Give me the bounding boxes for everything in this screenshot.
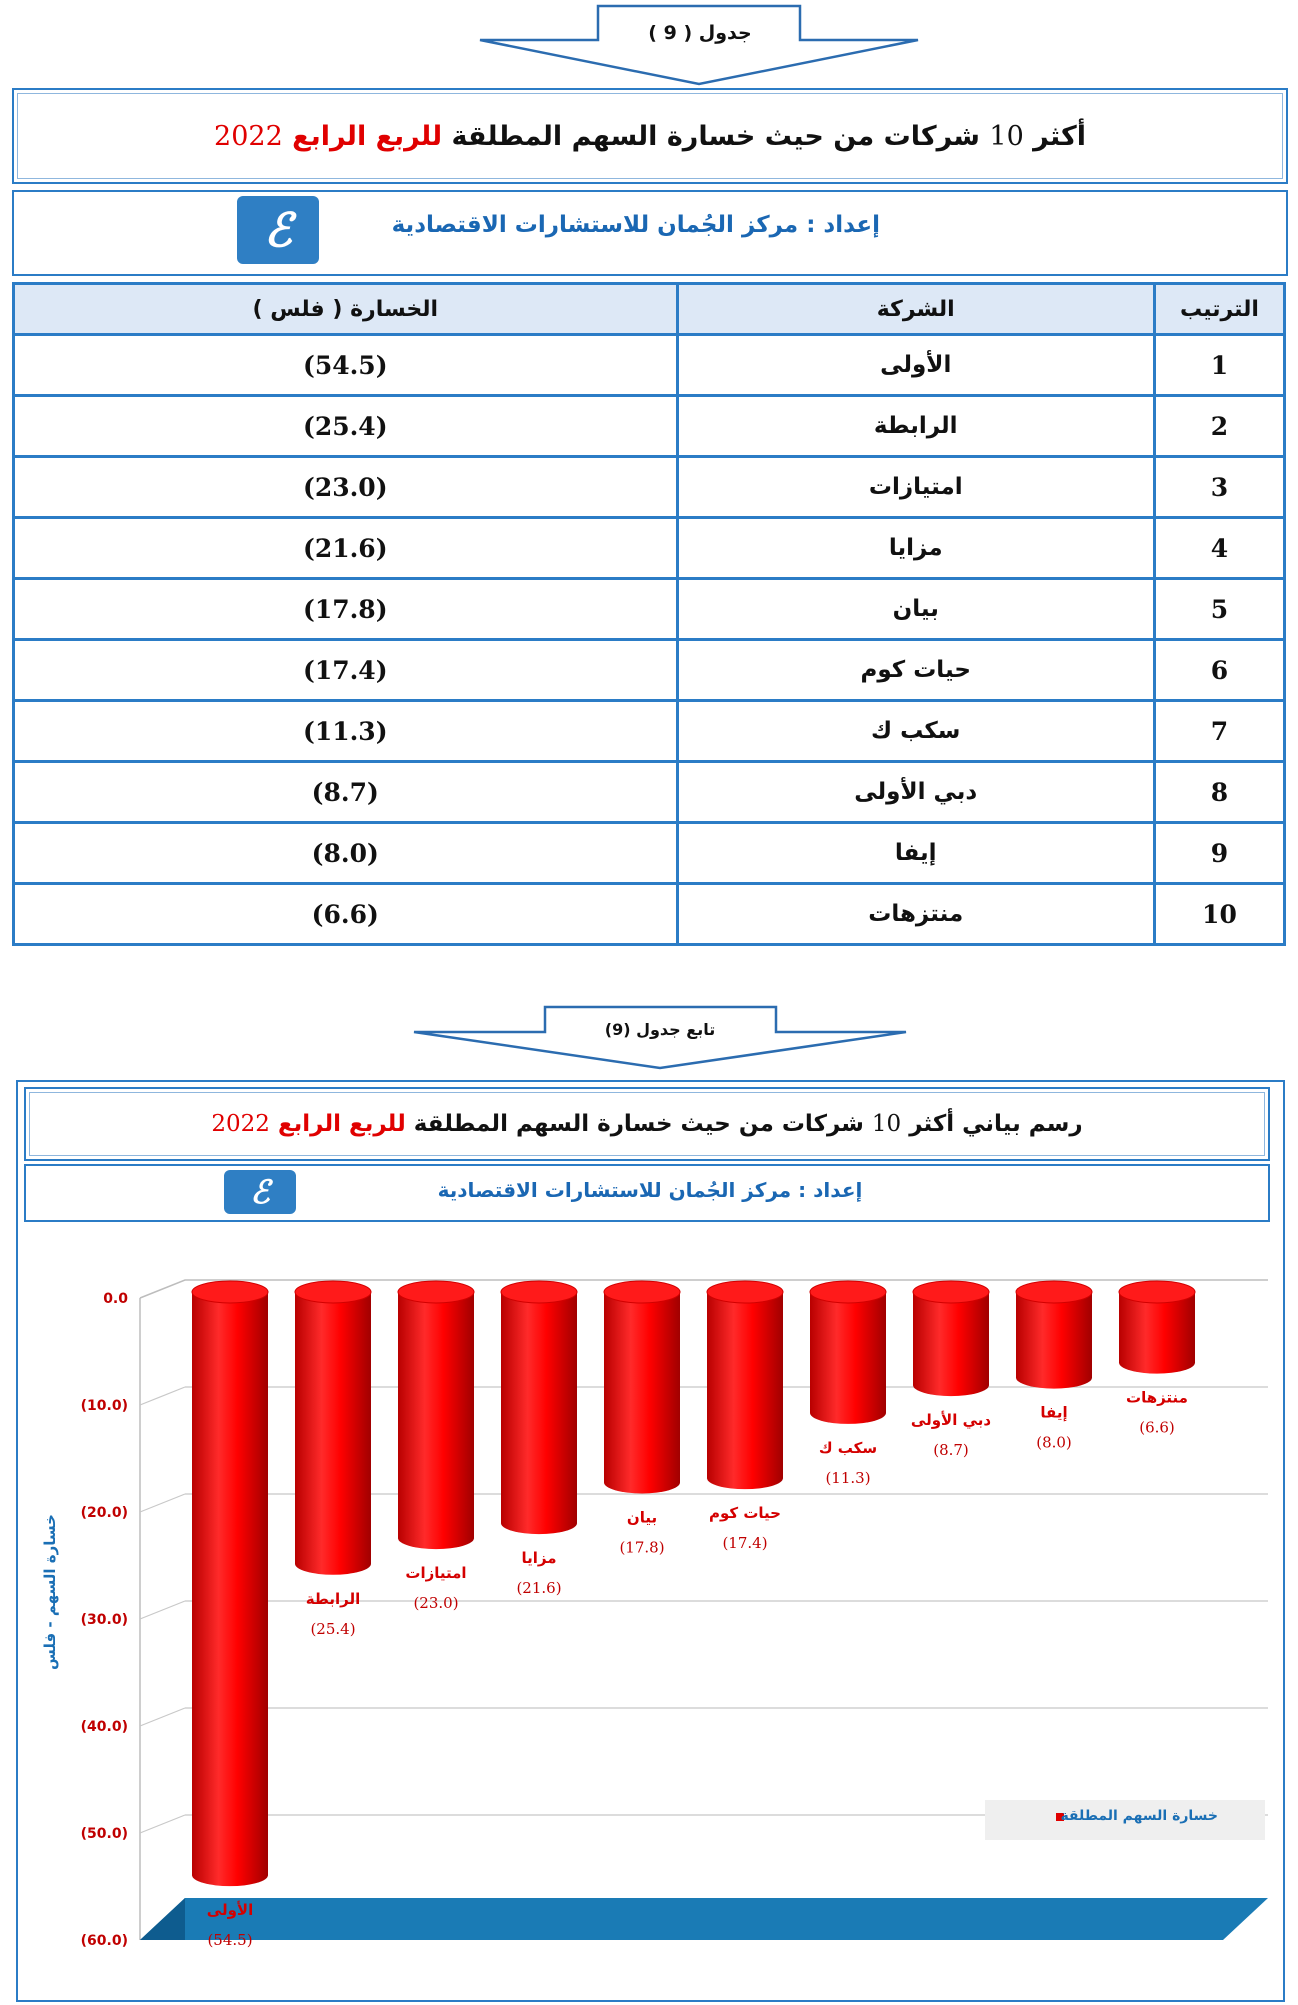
gridline-side — [140, 1494, 185, 1512]
rank-cell: 1 — [1156, 336, 1283, 394]
bar-bottom — [295, 1553, 371, 1575]
y-axis-title: خسارة السهم - فلس — [41, 1514, 59, 1670]
bar-bottom — [1016, 1367, 1092, 1389]
bar-bottom — [913, 1374, 989, 1396]
rank-cell: 10 — [1156, 885, 1283, 943]
chart-title-main: شركات من حيث خسارة السهم المطلقة — [413, 1111, 864, 1137]
category-label: حيات كوم — [709, 1504, 781, 1523]
company-cell: بيان — [679, 580, 1153, 638]
category-label: الأولى — [206, 1901, 254, 1920]
category-label: إيفا — [1040, 1403, 1068, 1422]
table-number-label: جدول ( 9 ) — [648, 22, 752, 44]
bar-top — [501, 1281, 577, 1303]
category-label: مزايا — [521, 1549, 557, 1568]
title-prefix: أكثر — [1033, 120, 1086, 152]
y-tick-label: (50.0) — [80, 1826, 128, 1842]
title-quarter: للربع الرابع — [292, 120, 443, 152]
value-label: (25.4) — [310, 1619, 356, 1638]
value-label: (17.4) — [722, 1534, 768, 1553]
bar-bottom — [810, 1402, 886, 1424]
loss-cell: (17.8) — [15, 580, 676, 638]
prepared-label: إعداد — [823, 212, 880, 238]
bar — [604, 1281, 680, 1493]
category-label: منتزهات — [1126, 1388, 1188, 1407]
loss-cell: (11.3) — [15, 702, 676, 760]
loss-cell: (54.5) — [15, 336, 676, 394]
y-tick-label: 0.0 — [103, 1291, 128, 1307]
title-main: شركات من حيث خسارة السهم المطلقة — [451, 120, 980, 152]
y-tick-label: (30.0) — [80, 1612, 128, 1628]
category-label: بيان — [626, 1508, 658, 1527]
rank-cell: 9 — [1156, 824, 1283, 882]
prepared-separator: : — [806, 212, 816, 238]
y-tick-label: (10.0) — [80, 1398, 128, 1414]
loss-cell: (6.6) — [15, 885, 676, 943]
bar-body — [1016, 1292, 1092, 1378]
rank-cell: 8 — [1156, 763, 1283, 821]
value-label: (8.7) — [933, 1441, 969, 1460]
bar-top — [295, 1281, 371, 1303]
bar-top — [1016, 1281, 1092, 1303]
prepared-by-name: مركز الجُمان للاستشارات الاقتصادية — [391, 212, 799, 238]
rank-cell: 7 — [1156, 702, 1283, 760]
bar-body — [295, 1292, 371, 1564]
chart-prepared-by-name: مركز الجُمان للاستشارات الاقتصادية — [437, 1178, 792, 1202]
y-tick-label: (20.0) — [80, 1505, 128, 1521]
rank-cell: 4 — [1156, 519, 1283, 577]
chart-title-quarter: للربع الرابع — [277, 1111, 406, 1137]
bar — [707, 1281, 783, 1489]
header-company: الشركة — [679, 285, 1153, 333]
bar — [1016, 1281, 1092, 1389]
loss-cell: (21.6) — [15, 519, 676, 577]
chart-prepared-label: إعداد — [813, 1178, 863, 1202]
bar — [810, 1281, 886, 1424]
category-label: دبي الأولى — [910, 1411, 992, 1430]
bar-body — [810, 1292, 886, 1413]
value-label: (6.6) — [1139, 1418, 1175, 1437]
company-cell: دبي الأولى — [679, 763, 1153, 821]
bar-body — [604, 1292, 680, 1482]
bar-bottom — [501, 1512, 577, 1534]
category-label: امتيازات — [405, 1564, 467, 1583]
y-tick-label: (60.0) — [80, 1933, 128, 1949]
bar-body — [707, 1292, 783, 1478]
value-label: (8.0) — [1036, 1433, 1072, 1452]
bars-layer — [192, 1281, 1195, 1886]
company-cell: إيفا — [679, 824, 1153, 882]
bar-top — [707, 1281, 783, 1303]
value-label: (54.5) — [207, 1931, 253, 1950]
loss-cell: (8.0) — [15, 824, 676, 882]
gridline-side — [140, 1601, 185, 1619]
bar-bottom — [707, 1467, 783, 1489]
bar-bottom — [192, 1864, 268, 1886]
company-cell: حيات كوم — [679, 641, 1153, 699]
bar — [501, 1281, 577, 1534]
y-tick-label: (40.0) — [80, 1719, 128, 1735]
company-cell: مزايا — [679, 519, 1153, 577]
bar — [1119, 1281, 1195, 1374]
rank-cell: 6 — [1156, 641, 1283, 699]
value-label: (21.6) — [516, 1579, 562, 1598]
bar — [295, 1281, 371, 1575]
bar-body — [501, 1292, 577, 1523]
bar — [913, 1281, 989, 1396]
loss-cell: (17.4) — [15, 641, 676, 699]
company-cell: امتيازات — [679, 458, 1153, 516]
company-cell: سكب ك — [679, 702, 1153, 760]
chart-floor — [140, 1898, 1268, 1940]
chart-aljuman-logo-icon: ℰ — [224, 1170, 296, 1214]
bar-top — [192, 1281, 268, 1303]
header-loss: الخسارة ( فلس ) — [15, 285, 676, 333]
axis-layer — [81, 1291, 129, 1949]
chart-title-prefix: رسم بياني أكثر — [909, 1111, 1083, 1137]
bar-body — [398, 1292, 474, 1538]
category-label: الرابطة — [305, 1589, 361, 1608]
bar-bottom — [398, 1527, 474, 1549]
chart-prepared-separator: : — [798, 1178, 807, 1202]
company-cell: الأولى — [679, 336, 1153, 394]
legend-label: خسارة السهم المطلقة — [1060, 1808, 1218, 1824]
continued-table-label: تابع جدول (9) — [604, 1020, 716, 1039]
loss-cell: (23.0) — [15, 458, 676, 516]
title-year: 2022 — [214, 120, 283, 152]
bar-top — [810, 1281, 886, 1303]
bar — [398, 1281, 474, 1549]
header-rank: الترتيب — [1156, 285, 1283, 333]
gridline-side — [140, 1815, 185, 1833]
category-label: سكب ك — [818, 1438, 878, 1457]
value-label: (11.3) — [825, 1468, 871, 1487]
aljuman-logo-icon: ℰ — [237, 196, 319, 264]
loss-cell: (8.7) — [15, 763, 676, 821]
bar-body — [913, 1292, 989, 1385]
rank-cell: 2 — [1156, 397, 1283, 455]
bar-top — [913, 1281, 989, 1303]
title-number: 10 — [989, 120, 1024, 152]
company-cell: منتزهات — [679, 885, 1153, 943]
value-label: (23.0) — [413, 1594, 459, 1613]
rank-cell: 3 — [1156, 458, 1283, 516]
chart-floor-edge — [140, 1898, 185, 1940]
gridline-side — [140, 1387, 185, 1405]
chart-title-year: 2022 — [211, 1111, 270, 1137]
bar-bottom — [604, 1471, 680, 1493]
bar-top — [1119, 1281, 1195, 1303]
rank-cell: 5 — [1156, 580, 1283, 638]
company-cell: الرابطة — [679, 397, 1153, 455]
loss-cell: (25.4) — [15, 397, 676, 455]
gridline-side — [140, 1708, 185, 1726]
bar — [192, 1281, 268, 1886]
floor-layer — [140, 1898, 1268, 1940]
bar-top — [398, 1281, 474, 1303]
bar-body — [192, 1292, 268, 1875]
value-label: (17.8) — [619, 1538, 665, 1557]
bar-top — [604, 1281, 680, 1303]
bar-bottom — [1119, 1352, 1195, 1374]
chart-title-number: 10 — [871, 1111, 902, 1137]
